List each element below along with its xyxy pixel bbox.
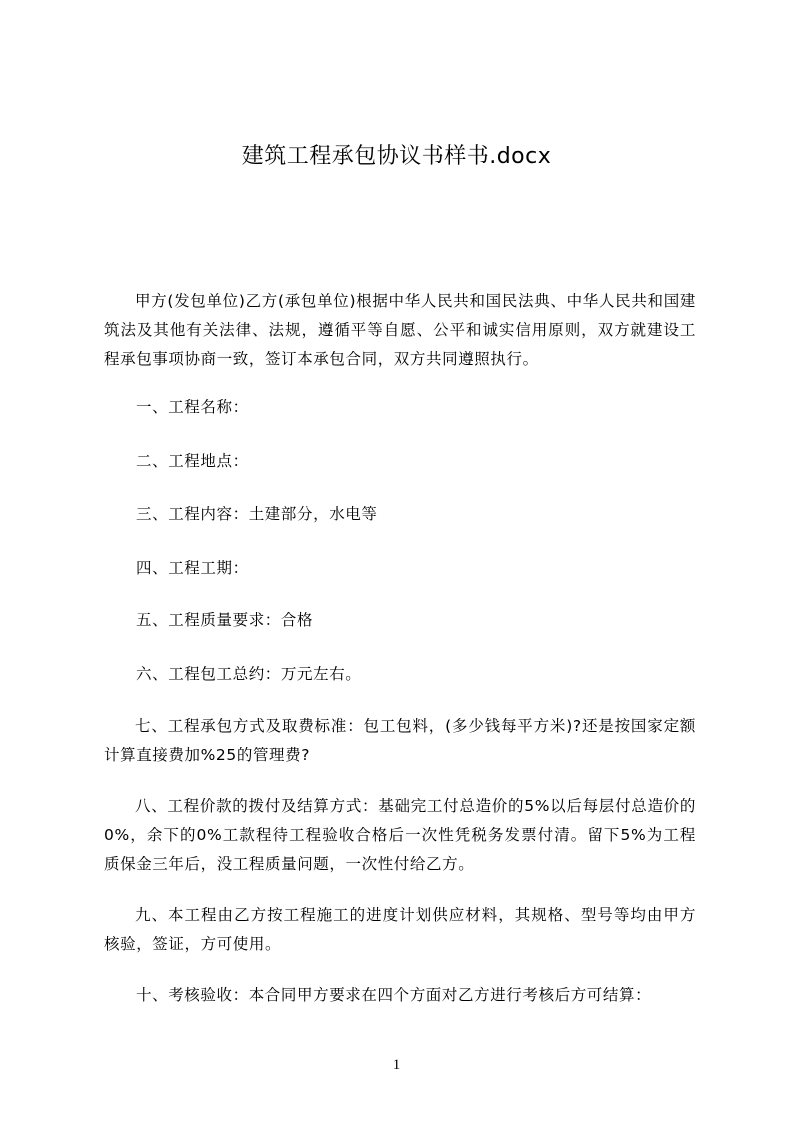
clause-9-material-supply: 九、本工程由乙方按工程施工的进度计划供应材料，其规格、型号等均由甲方核验，签证，方可使用。 bbox=[104, 906, 696, 953]
clause-6-total-contract: 六、工程包工总约：万元左右。 bbox=[136, 665, 362, 683]
clause-7-contract-method: 七、工程承包方式及取费标准：包工包料，(多少钱每平方米)?还是按国家定额计算直接费加%25的管理费? bbox=[104, 717, 696, 764]
document-title: 建筑工程承包协议书样书.docx bbox=[241, 144, 552, 169]
clause-4-project-duration: 四、工程工期： bbox=[136, 559, 249, 577]
clause-5-quality-requirement: 五、工程质量要求：合格 bbox=[136, 611, 314, 629]
clause-2-project-location: 二、工程地点： bbox=[136, 452, 249, 470]
clause-8-payment-settlement: 八、工程价款的拨付及结算方式：基础完工付总造价的5%以后每层付总造价的0%，余下的0%工款程待工程验收合格后一次性凭税务发票付清。留下5%为工程质保金三年后，没工程质量问题，一次性付给乙方。 bbox=[104, 797, 696, 873]
clause-3-project-content: 三、工程内容：土建部分，水电等 bbox=[136, 505, 378, 523]
clause-10-inspection-acceptance: 十、考核验收：本合同甲方要求在四个方面对乙方进行考核后方可结算： bbox=[136, 986, 652, 1004]
intro-paragraph: 甲方(发包单位)乙方(承包单位)根据中华人民共和国民法典、中华人民共和国建筑法及其他有关法律、法规，遵循平等自愿、公平和诚实信用原则，双方就建设工程承包事项协商一致，签订本承包合同，双方共同遵照执行。 bbox=[104, 292, 696, 368]
clause-1-project-name: 一、工程名称： bbox=[136, 398, 249, 416]
page-number: 1 bbox=[392, 1057, 401, 1073]
